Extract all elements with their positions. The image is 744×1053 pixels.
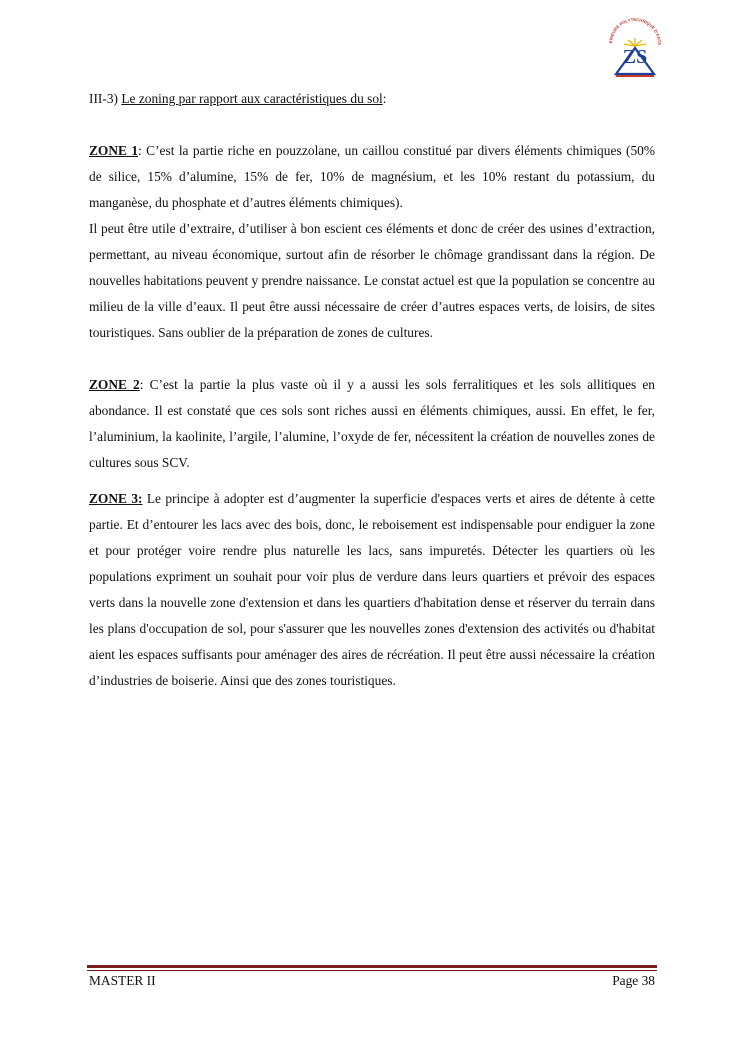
zone2-text: : C’est la partie la plus vaste où il y a aussi les sols ferralitiques et les sols allitiques en abondance. Il est constaté que ces sols sont riches aussi en éléments chimiques, aussi. En effet, le fer, l’aluminium, la kaolinite, l’argile, l’alumine, l’oxyde de fer, nécessitent la création de nouvelles zones de cultures sous SCV. bbox=[89, 377, 655, 470]
page-footer bbox=[89, 973, 655, 989]
footer-rule bbox=[87, 965, 657, 971]
footer-left-text: MASTER II bbox=[89, 973, 156, 988]
zone3-label: ZONE 3: bbox=[89, 491, 143, 506]
zone2-label: ZONE 2 bbox=[89, 377, 140, 392]
section-heading bbox=[89, 86, 655, 112]
sun-rays-icon bbox=[624, 38, 646, 46]
svg-text:ECOLE SUPERIEURE POLYTECHNIQUE bbox=[604, 18, 662, 45]
zone1-paragraph bbox=[89, 138, 655, 216]
heading-suffix: : bbox=[382, 91, 387, 106]
zone3-text: Le principe à adopter est d’augmenter la superficie d'espaces verts et aires de détente à cette partie. Et d’entourer les lacs avec des bois, donc, le reboisement est indispensable pour endiguer la zone et pour protéger voire rendre plus naturelle les lacs, sans impuretés. Détecter les quartiers où les populations expriment un souhait pour voir plus de verdure dans leurs quartiers et prévoir des espaces verts dans la nouvelle zone d'extension et dans les quartiers d'habitation dense et réserver du terrain dans les plans d'occupation de sol, pour s'assurer que les nouvelles zones d'extension des activités ou d'habitat aient les espaces suffisants pour aménager des aires de récréation. Il peut être aussi nécessaire la création d’industries de boiserie. Ainsi que des zones touristiques. bbox=[89, 491, 656, 688]
page-label: Page bbox=[612, 973, 642, 988]
zone1-label: ZONE 1 bbox=[89, 143, 139, 158]
logo-arc-text: ERIEURE POLYTECHNIQUE D'ANTA bbox=[607, 18, 663, 46]
heading-title: Le zoning par rapport aux caractéristiques du sol bbox=[121, 91, 383, 106]
zone1-paragraph-2: Il peut être utile d’extraire, d’utiliser à bon escient ces éléments et donc de créer des usines d’extraction, permettant, au niveau économique, surtout afin de résorber le chômage grandissant dans la région. De nouvelles habitations peuvent y prendre naissance. Le constat actuel est que la population se concentre au milieu de la ville d’eaux. Il peut être aussi nécessaire de créer d’autres espaces verts, de loisirs, de sites touristiques. Sans oublier de la préparation de zones de cultures. bbox=[89, 221, 655, 340]
page-number-block bbox=[612, 973, 655, 989]
document-body bbox=[89, 86, 655, 694]
logo-monogram: ZS bbox=[622, 46, 648, 68]
school-logo bbox=[604, 18, 666, 80]
zone1-text1: : C’est la partie riche en pouzzolane, un caillou constitué par divers éléments chimiques (50% de silice, 15% d’alumine, 15% de fer, 10% de magnésium, et les 10% restant du potassium, du manganèse, du phosphate et d’autres éléments chimiques). bbox=[89, 143, 655, 210]
page-number: 38 bbox=[641, 973, 655, 988]
zone2-paragraph bbox=[89, 372, 655, 476]
zone3-paragraph bbox=[89, 486, 655, 694]
heading-prefix: III-3) bbox=[89, 91, 122, 106]
